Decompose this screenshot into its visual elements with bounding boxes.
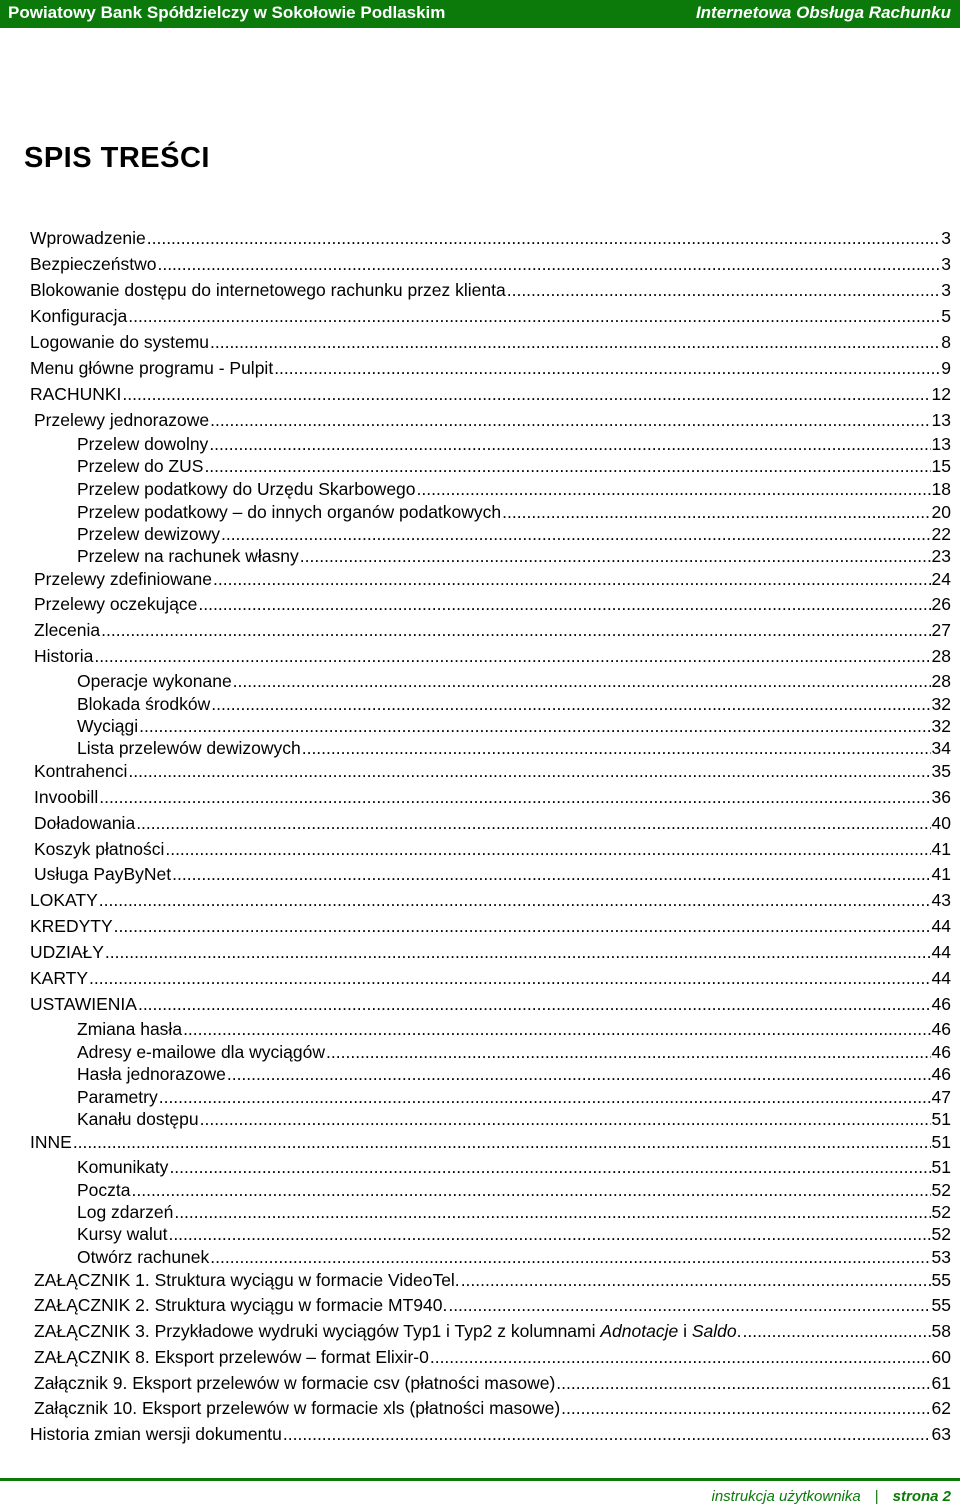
service-name: Internetowa Obsługa Rachunku: [695, 3, 951, 22]
toc-entry-label: USTAWIENIA: [30, 994, 137, 1014]
toc-leader-dots: [183, 1017, 930, 1041]
toc-entry[interactable]: [30, 1422, 951, 1446]
toc-entry[interactable]: [77, 454, 951, 478]
toc-entry-label: Wprowadzenie: [30, 228, 146, 248]
toc-leader-dots: [211, 692, 930, 716]
toc-entry[interactable]: [30, 304, 951, 328]
toc-entry[interactable]: [34, 592, 951, 616]
toc-entry-label: Otwórz rachunek: [77, 1247, 210, 1267]
toc-entry[interactable]: [34, 644, 951, 668]
toc-entry-page: 62: [931, 1398, 951, 1418]
toc-entry-page: 46: [931, 1019, 951, 1039]
toc-entry-page: 51: [931, 1132, 951, 1152]
toc-entry[interactable]: [34, 408, 951, 432]
toc-leader-dots: [461, 1268, 931, 1292]
toc-entry-label: Przelewy zdefiniowane: [34, 569, 213, 589]
toc-entry-page: 52: [931, 1224, 951, 1244]
toc-entry[interactable]: [34, 1371, 951, 1395]
toc-entry[interactable]: [30, 330, 951, 354]
toc-entry-label: Poczta: [77, 1180, 131, 1200]
toc-entry-label: Menu główne programu - Pulpit: [30, 358, 274, 378]
toc-leader-dots: [448, 1293, 930, 1317]
toc-entry[interactable]: [34, 837, 951, 861]
toc-leader-dots: [561, 1396, 930, 1420]
toc-entry[interactable]: [34, 1319, 951, 1343]
toc-entry-page: 32: [931, 694, 951, 714]
toc-entry-page: 3: [941, 254, 951, 274]
toc-leader-dots: [283, 1422, 931, 1446]
toc-entry-label: Invoobill: [34, 787, 99, 807]
toc-entry[interactable]: [30, 278, 951, 302]
toc-entry-label: Komunikaty: [77, 1157, 169, 1177]
toc-entry[interactable]: [77, 432, 951, 456]
toc-entry-page: 34: [931, 738, 951, 758]
toc-leader-dots: [157, 252, 940, 276]
toc-entry[interactable]: [77, 692, 951, 716]
toc-leader-dots: [507, 278, 941, 302]
toc-entry[interactable]: [77, 736, 951, 760]
toc-leader-dots: [139, 714, 930, 738]
toc-entry[interactable]: [30, 966, 951, 990]
toc-leader-dots: [122, 382, 930, 406]
toc-entry-page: 27: [931, 620, 951, 640]
toc-leader-dots: [114, 914, 931, 938]
toc-entry[interactable]: [34, 759, 951, 783]
toc-leader-dots: [274, 356, 940, 380]
toc-entry[interactable]: [30, 382, 951, 406]
toc-entry[interactable]: [34, 618, 951, 642]
toc-leader-dots: [128, 759, 930, 783]
footer-separator: |: [874, 1488, 879, 1505]
toc-entry-label: Koszyk płatności: [34, 839, 165, 859]
toc-entry-page: 55: [931, 1270, 951, 1290]
toc-entry-page: 41: [931, 864, 951, 884]
toc-leader-dots: [502, 500, 930, 524]
toc-leader-dots: [233, 669, 931, 693]
toc-entry[interactable]: [34, 862, 951, 886]
toc-leader-dots: [105, 940, 931, 964]
toc-leader-dots: [198, 592, 930, 616]
toc-entry-page: 44: [931, 942, 951, 962]
toc-entry-page: 9: [941, 358, 951, 378]
toc-entry[interactable]: [77, 1222, 951, 1246]
toc-entry-label: Adresy e-mailowe dla wyciągów: [77, 1042, 326, 1062]
toc-entry[interactable]: [77, 1200, 951, 1224]
toc-entry-label: Kanału dostępu: [77, 1109, 199, 1129]
footer-page-number: strona 2: [892, 1488, 951, 1505]
toc-entry[interactable]: [77, 500, 951, 524]
toc-entry-page: 51: [931, 1157, 951, 1177]
toc-leader-dots: [430, 1345, 931, 1369]
toc-entry[interactable]: [77, 522, 951, 546]
toc-leader-dots: [742, 1319, 930, 1343]
toc-entry[interactable]: [77, 1245, 951, 1269]
toc-entry-page: 32: [931, 716, 951, 736]
toc-entry-page: 51: [931, 1109, 951, 1129]
toc-leader-dots: [172, 862, 930, 886]
toc-entry-page: 61: [931, 1373, 951, 1393]
toc-leader-dots: [210, 1245, 930, 1269]
toc-leader-dots: [227, 1062, 931, 1086]
toc-entry-label: Blokowanie dostępu do internetowego rachunku przez klienta: [30, 280, 506, 300]
toc-leader-dots: [132, 1178, 931, 1202]
toc-leader-dots: [556, 1371, 930, 1395]
toc-entry-label: Logowanie do systemu: [30, 332, 209, 352]
toc-leader-dots: [210, 330, 940, 354]
toc-entry-page: 3: [941, 280, 951, 300]
toc-entry-page: 8: [941, 332, 951, 352]
toc-entry-page: 40: [931, 813, 951, 833]
toc-entry-page: 53: [931, 1247, 951, 1267]
toc-entry-label: Parametry: [77, 1087, 158, 1107]
toc-leader-dots: [159, 1085, 931, 1109]
toc-entry-label: KREDYTY: [30, 916, 113, 936]
toc-leader-dots: [136, 811, 930, 835]
toc-entry-label: Przelewy jednorazowe: [34, 410, 210, 430]
page-title: SPIS TREŚCI: [24, 142, 210, 174]
toc-entry-label: [34, 1319, 741, 1343]
toc-entry[interactable]: [77, 1085, 951, 1109]
toc-entry[interactable]: [30, 1130, 951, 1154]
toc-entry-page: 28: [931, 671, 951, 691]
toc-leader-dots: [302, 736, 931, 760]
toc-entry-page: 22: [931, 524, 951, 544]
toc-leader-dots: [101, 618, 930, 642]
toc-leader-dots: [326, 1040, 931, 1064]
toc-entry-label: Zlecenia: [34, 620, 101, 640]
toc-entry-page: 58: [931, 1321, 951, 1341]
toc-entry-label: Doładowania: [34, 813, 136, 833]
toc-entry-page: 47: [931, 1087, 951, 1107]
toc-leader-dots: [94, 644, 930, 668]
toc-entry[interactable]: [34, 1293, 951, 1317]
footer-divider: [0, 1478, 960, 1481]
toc-entry-page: 44: [931, 916, 951, 936]
toc-entry-label: Załącznik 10. Eksport przelewów w formacie xls (płatności masowe): [34, 1398, 561, 1418]
toc-entry[interactable]: [77, 544, 951, 568]
toc-entry-page: 12: [931, 384, 951, 404]
toc-entry[interactable]: [30, 226, 951, 250]
toc-entry-page: 43: [931, 890, 951, 910]
toc-entry-page: 13: [931, 434, 951, 454]
toc-entry-label: Przelew na rachunek własny: [77, 546, 299, 566]
toc-entry-page: 23: [931, 546, 951, 566]
toc-leader-dots: [174, 1200, 930, 1224]
toc-entry-label: Log zdarzeń: [77, 1202, 174, 1222]
toc-entry-page: 46: [931, 1042, 951, 1062]
toc-entry-label: RACHUNKI: [30, 384, 122, 404]
toc-entry[interactable]: [30, 356, 951, 380]
toc-entry-label: Kontrahenci: [34, 761, 128, 781]
toc-leader-dots: [138, 992, 931, 1016]
toc-entry-label-part: .: [736, 1321, 742, 1341]
toc-entry-label-part: i: [678, 1321, 692, 1341]
toc-entry[interactable]: [77, 1040, 951, 1064]
toc-entry-label: Operacje wykonane: [77, 671, 232, 691]
toc-entry-label-part: Adnotacje: [600, 1321, 679, 1341]
toc-entry-label: Konfiguracja: [30, 306, 128, 326]
toc-entry[interactable]: [30, 252, 951, 276]
toc-entry-page: 24: [931, 569, 951, 589]
toc-leader-dots: [99, 888, 931, 912]
toc-entry-label: Historia: [34, 646, 94, 666]
toc-entry-label: Usługa PayByNet: [34, 864, 172, 884]
toc-entry-label: ZAŁĄCZNIK 8. Eksport przelewów – format Elixir-0: [34, 1347, 429, 1367]
toc-leader-dots: [169, 1155, 930, 1179]
toc-leader-dots: [213, 567, 931, 591]
toc-entry[interactable]: [30, 940, 951, 964]
toc-entry-label: Historia zmian wersji dokumentu: [30, 1424, 282, 1444]
toc-leader-dots: [221, 522, 931, 546]
toc-entry-label-part: ZAŁĄCZNIK 3. Przykładowe wydruki wyciągów Typ1 i Typ2 z kolumnami: [34, 1321, 601, 1341]
toc-entry-label: Przelew do ZUS: [77, 456, 204, 476]
toc-leader-dots: [147, 226, 941, 250]
toc-entry-label: Wyciągi: [77, 716, 139, 736]
toc-entry-page: 60: [931, 1347, 951, 1367]
bank-name: Powiatowy Bank Spółdzielczy w Sokołowie Podlaskim: [8, 3, 446, 22]
toc-entry-label: ZAŁĄCZNIK 2. Struktura wyciągu w formacie MT940.: [34, 1295, 448, 1315]
toc-entry-page: 28: [931, 646, 951, 666]
toc-entry[interactable]: [34, 1396, 951, 1420]
toc-entry-label: Kursy walut: [77, 1224, 168, 1244]
toc-entry-label: Przelew podatkowy do Urzędu Skarbowego: [77, 479, 416, 499]
toc-leader-dots: [204, 454, 930, 478]
toc-entry[interactable]: [30, 914, 951, 938]
toc-entry-label: KARTY: [30, 968, 89, 988]
footer-doc-type: instrukcja użytkownika: [711, 1488, 861, 1505]
toc-entry[interactable]: [77, 1155, 951, 1179]
toc-entry-label: ZAŁĄCZNIK 1. Struktura wyciągu w formacie VideoTel.: [34, 1270, 460, 1290]
toc-entry-label: Hasła jednorazowe: [77, 1064, 226, 1084]
toc-entry-label: Lista przelewów dewizowych: [77, 738, 301, 758]
toc-entry-page: 15: [931, 456, 951, 476]
toc-leader-dots: [200, 1107, 931, 1131]
toc-leader-dots: [300, 544, 931, 568]
toc-entry-page: 55: [931, 1295, 951, 1315]
page-footer: [712, 1488, 952, 1505]
toc-entry-page: 41: [931, 839, 951, 859]
toc-entry[interactable]: [34, 785, 951, 809]
toc-entry[interactable]: [77, 1107, 951, 1131]
toc-leader-dots: [73, 1130, 931, 1154]
toc-entry[interactable]: [77, 669, 951, 693]
toc-entry-page: 46: [931, 1064, 951, 1084]
toc-entry-page: 44: [931, 968, 951, 988]
toc-entry-page: 18: [931, 479, 951, 499]
toc-entry-page: 26: [931, 594, 951, 614]
toc-entry-page: 46: [931, 994, 951, 1014]
toc-entry-label: Blokada środków: [77, 694, 211, 714]
toc-entry[interactable]: [77, 1178, 951, 1202]
toc-leader-dots: [128, 304, 940, 328]
toc-entry-label: UDZIAŁY: [30, 942, 104, 962]
toc-entry-label: Przelew podatkowy – do innych organów podatkowych: [77, 502, 502, 522]
toc-entry-label-part: Saldo: [691, 1321, 737, 1341]
toc-entry-page: 52: [931, 1180, 951, 1200]
toc-leader-dots: [165, 837, 930, 861]
toc-leader-dots: [209, 432, 930, 456]
toc-entry-page: 3: [941, 228, 951, 248]
toc-entry[interactable]: [30, 888, 951, 912]
toc-entry-page: 5: [941, 306, 951, 326]
toc-entry-page: 36: [931, 787, 951, 807]
toc-entry[interactable]: [77, 714, 951, 738]
toc-entry[interactable]: [34, 1268, 951, 1292]
toc-entry-label: LOKATY: [30, 890, 98, 910]
toc-entry[interactable]: [30, 992, 951, 1016]
page-header: [0, 0, 960, 28]
toc-entry-page: 35: [931, 761, 951, 781]
toc-entry-label: Zmiana hasła: [77, 1019, 183, 1039]
toc-entry-page: 63: [931, 1424, 951, 1444]
toc-leader-dots: [417, 477, 931, 501]
toc-entry-page: 20: [931, 502, 951, 522]
toc-entry-label: INNE: [30, 1132, 72, 1152]
toc-entry[interactable]: [34, 811, 951, 835]
toc-leader-dots: [210, 408, 930, 432]
toc-entry-page: 13: [931, 410, 951, 430]
toc-entry-label: Przelew dewizowy: [77, 524, 220, 544]
toc-entry[interactable]: [77, 1062, 951, 1086]
toc-entry-label: Załącznik 9. Eksport przelewów w formacie csv (płatności masowe): [34, 1373, 556, 1393]
toc-entry[interactable]: [34, 567, 951, 591]
toc-entry-label: Przelew dowolny: [77, 434, 209, 454]
toc-entry[interactable]: [34, 1345, 951, 1369]
toc-entry[interactable]: [77, 477, 951, 501]
toc-leader-dots: [99, 785, 930, 809]
toc-entry-page: 52: [931, 1202, 951, 1222]
toc-leader-dots: [168, 1222, 930, 1246]
toc-entry[interactable]: [77, 1017, 951, 1041]
toc-leader-dots: [89, 966, 931, 990]
toc-entry-label: Przelewy oczekujące: [34, 594, 198, 614]
toc-entry-label: Bezpieczeństwo: [30, 254, 157, 274]
